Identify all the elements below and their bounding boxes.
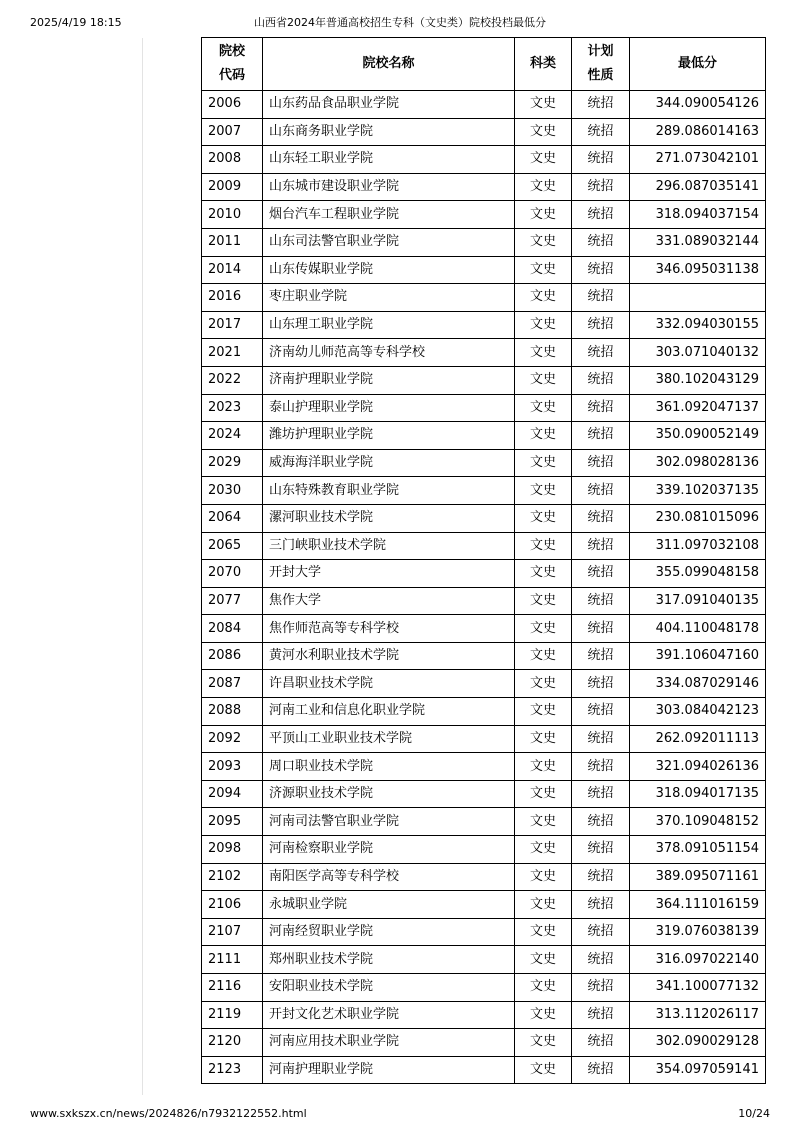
school-code-cell: 2111 xyxy=(202,946,263,974)
school-name-cell: 山东传媒职业学院 xyxy=(263,256,515,284)
plan-type-cell: 统招 xyxy=(572,256,630,284)
subject-cell: 文史 xyxy=(515,449,572,477)
table-row xyxy=(202,560,766,588)
plan-type-cell: 统招 xyxy=(572,1029,630,1057)
plan-type-cell: 统招 xyxy=(572,311,630,339)
school-name-cell: 焦作师范高等专科学校 xyxy=(263,615,515,643)
school-code-cell: 2077 xyxy=(202,587,263,615)
min-score-cell: 370.109048152 xyxy=(630,808,766,836)
school-name-cell: 山东轻工职业学院 xyxy=(263,146,515,174)
school-name-cell: 开封文化艺术职业学院 xyxy=(263,1001,515,1029)
school-name-cell: 焦作大学 xyxy=(263,587,515,615)
header-min-score: 最低分 xyxy=(630,38,766,91)
subject-cell: 文史 xyxy=(515,146,572,174)
school-name-cell: 郑州职业技术学院 xyxy=(263,946,515,974)
table-row xyxy=(202,311,766,339)
min-score-cell: 341.100077132 xyxy=(630,974,766,1002)
min-score-cell: 391.106047160 xyxy=(630,642,766,670)
school-code-cell: 2065 xyxy=(202,532,263,560)
min-score-cell: 262.092011113 xyxy=(630,725,766,753)
plan-type-cell: 统招 xyxy=(572,146,630,174)
table-row xyxy=(202,256,766,284)
school-code-cell: 2107 xyxy=(202,918,263,946)
school-name-cell: 山东特殊教育职业学院 xyxy=(263,477,515,505)
table-row xyxy=(202,698,766,726)
subject-cell: 文史 xyxy=(515,201,572,229)
school-code-cell: 2022 xyxy=(202,366,263,394)
table-row xyxy=(202,891,766,919)
school-code-cell: 2123 xyxy=(202,1056,263,1084)
subject-cell: 文史 xyxy=(515,863,572,891)
subject-cell: 文史 xyxy=(515,91,572,119)
plan-type-cell: 统招 xyxy=(572,422,630,450)
school-name-cell: 枣庄职业学院 xyxy=(263,284,515,312)
school-code-cell: 2086 xyxy=(202,642,263,670)
school-name-cell: 河南经贸职业学院 xyxy=(263,918,515,946)
min-score-cell: 302.098028136 xyxy=(630,449,766,477)
school-name-cell: 开封大学 xyxy=(263,560,515,588)
min-score-cell: 364.111016159 xyxy=(630,891,766,919)
table-row xyxy=(202,532,766,560)
subject-cell: 文史 xyxy=(515,1001,572,1029)
school-name-cell: 河南应用技术职业学院 xyxy=(263,1029,515,1057)
plan-type-cell: 统招 xyxy=(572,670,630,698)
header-plan-type xyxy=(572,38,630,91)
page-margin-line xyxy=(142,38,143,1095)
plan-type-cell: 统招 xyxy=(572,504,630,532)
table-row xyxy=(202,339,766,367)
min-score-cell: 380.102043129 xyxy=(630,366,766,394)
table-row xyxy=(202,366,766,394)
subject-cell: 文史 xyxy=(515,753,572,781)
table-row xyxy=(202,394,766,422)
plan-type-cell: 统招 xyxy=(572,477,630,505)
school-code-cell: 2011 xyxy=(202,228,263,256)
min-score-cell: 354.097059141 xyxy=(630,1056,766,1084)
school-name-cell: 安阳职业技术学院 xyxy=(263,974,515,1002)
school-code-cell: 2093 xyxy=(202,753,263,781)
table-row xyxy=(202,808,766,836)
subject-cell: 文史 xyxy=(515,725,572,753)
min-score-cell: 296.087035141 xyxy=(630,173,766,201)
plan-type-cell: 统招 xyxy=(572,863,630,891)
school-name-cell: 许昌职业技术学院 xyxy=(263,670,515,698)
plan-type-cell: 统招 xyxy=(572,725,630,753)
school-name-cell: 河南检察职业学院 xyxy=(263,836,515,864)
school-name-cell: 黄河水利职业技术学院 xyxy=(263,642,515,670)
table-row xyxy=(202,477,766,505)
plan-type-cell: 统招 xyxy=(572,808,630,836)
school-name-cell: 山东城市建设职业学院 xyxy=(263,173,515,201)
school-code-cell: 2084 xyxy=(202,615,263,643)
table-row xyxy=(202,173,766,201)
table-row xyxy=(202,1001,766,1029)
print-timestamp: 2025/4/19 18:15 xyxy=(30,16,122,29)
plan-type-cell: 统招 xyxy=(572,918,630,946)
school-code-cell: 2098 xyxy=(202,836,263,864)
school-code-cell: 2008 xyxy=(202,146,263,174)
table-row xyxy=(202,504,766,532)
school-name-cell: 河南护理职业学院 xyxy=(263,1056,515,1084)
subject-cell: 文史 xyxy=(515,918,572,946)
plan-type-cell: 统招 xyxy=(572,780,630,808)
subject-cell: 文史 xyxy=(515,560,572,588)
plan-type-cell: 统招 xyxy=(572,946,630,974)
subject-cell: 文史 xyxy=(515,1029,572,1057)
plan-type-cell: 统招 xyxy=(572,1056,630,1084)
header-school-code-label: 院校代码 xyxy=(218,44,245,83)
plan-type-cell: 统招 xyxy=(572,642,630,670)
school-code-cell: 2016 xyxy=(202,284,263,312)
table-row xyxy=(202,422,766,450)
school-code-cell: 2120 xyxy=(202,1029,263,1057)
min-score-cell: 389.095071161 xyxy=(630,863,766,891)
school-name-cell: 河南工业和信息化职业学院 xyxy=(263,698,515,726)
table-row xyxy=(202,753,766,781)
min-score-cell: 404.110048178 xyxy=(630,615,766,643)
subject-cell: 文史 xyxy=(515,587,572,615)
min-score-cell: 230.081015096 xyxy=(630,504,766,532)
min-score-cell: 303.084042123 xyxy=(630,698,766,726)
page-number: 10/24 xyxy=(738,1107,770,1120)
subject-cell: 文史 xyxy=(515,698,572,726)
table-row xyxy=(202,780,766,808)
subject-cell: 文史 xyxy=(515,366,572,394)
school-code-cell: 2087 xyxy=(202,670,263,698)
school-name-cell: 济源职业技术学院 xyxy=(263,780,515,808)
table-row xyxy=(202,642,766,670)
school-code-cell: 2006 xyxy=(202,91,263,119)
plan-type-cell: 统招 xyxy=(572,560,630,588)
school-code-cell: 2024 xyxy=(202,422,263,450)
subject-cell: 文史 xyxy=(515,339,572,367)
subject-cell: 文史 xyxy=(515,891,572,919)
subject-cell: 文史 xyxy=(515,780,572,808)
table-header-row xyxy=(202,38,766,91)
school-name-cell: 山东药品食品职业学院 xyxy=(263,91,515,119)
header-subject: 科类 xyxy=(515,38,572,91)
subject-cell: 文史 xyxy=(515,808,572,836)
table-row xyxy=(202,1056,766,1084)
subject-cell: 文史 xyxy=(515,228,572,256)
min-score-cell: 289.086014163 xyxy=(630,118,766,146)
table-row xyxy=(202,1029,766,1057)
school-name-cell: 济南护理职业学院 xyxy=(263,366,515,394)
school-name-cell: 三门峡职业技术学院 xyxy=(263,532,515,560)
school-code-cell: 2029 xyxy=(202,449,263,477)
school-code-cell: 2023 xyxy=(202,394,263,422)
school-code-cell: 2070 xyxy=(202,560,263,588)
subject-cell: 文史 xyxy=(515,946,572,974)
plan-type-cell: 统招 xyxy=(572,891,630,919)
table-row xyxy=(202,118,766,146)
min-score-cell: 346.095031138 xyxy=(630,256,766,284)
school-name-cell: 永城职业学院 xyxy=(263,891,515,919)
table-row xyxy=(202,146,766,174)
school-name-cell: 河南司法警官职业学院 xyxy=(263,808,515,836)
school-code-cell: 2009 xyxy=(202,173,263,201)
school-code-cell: 2064 xyxy=(202,504,263,532)
table-row xyxy=(202,946,766,974)
school-name-cell: 威海海洋职业学院 xyxy=(263,449,515,477)
school-name-cell: 南阳医学高等专科学校 xyxy=(263,863,515,891)
subject-cell: 文史 xyxy=(515,504,572,532)
plan-type-cell: 统招 xyxy=(572,532,630,560)
school-code-cell: 2116 xyxy=(202,974,263,1002)
plan-type-cell: 统招 xyxy=(572,228,630,256)
plan-type-cell: 统招 xyxy=(572,366,630,394)
subject-cell: 文史 xyxy=(515,477,572,505)
document-title: 山西省2024年普通高校招生专科（文史类）院校投档最低分 xyxy=(254,16,546,29)
min-score-cell: 332.094030155 xyxy=(630,311,766,339)
table-row xyxy=(202,201,766,229)
min-score-cell: 311.097032108 xyxy=(630,532,766,560)
subject-cell: 文史 xyxy=(515,642,572,670)
school-name-cell: 潍坊护理职业学院 xyxy=(263,422,515,450)
min-score-cell: 302.090029128 xyxy=(630,1029,766,1057)
min-score-cell: 344.090054126 xyxy=(630,91,766,119)
print-footer xyxy=(30,1107,770,1121)
school-name-cell: 山东商务职业学院 xyxy=(263,118,515,146)
table-row xyxy=(202,918,766,946)
table-row xyxy=(202,449,766,477)
school-name-cell: 烟台汽车工程职业学院 xyxy=(263,201,515,229)
min-score-cell: 331.089032144 xyxy=(630,228,766,256)
school-name-cell: 泰山护理职业学院 xyxy=(263,394,515,422)
page-url: www.sxkszx.cn/news/2024826/n7932122552.html xyxy=(30,1107,307,1120)
plan-type-cell: 统招 xyxy=(572,587,630,615)
plan-type-cell: 统招 xyxy=(572,1001,630,1029)
min-score-cell: 334.087029146 xyxy=(630,670,766,698)
min-score-cell: 339.102037135 xyxy=(630,477,766,505)
plan-type-cell: 统招 xyxy=(572,339,630,367)
subject-cell: 文史 xyxy=(515,311,572,339)
min-score-cell xyxy=(630,284,766,312)
min-score-cell: 350.090052149 xyxy=(630,422,766,450)
min-score-cell: 316.097022140 xyxy=(630,946,766,974)
table-row xyxy=(202,670,766,698)
school-code-cell: 2092 xyxy=(202,725,263,753)
subject-cell: 文史 xyxy=(515,422,572,450)
plan-type-cell: 统招 xyxy=(572,91,630,119)
header-plan-type-label: 计划性质 xyxy=(587,44,614,83)
plan-type-cell: 统招 xyxy=(572,836,630,864)
school-code-cell: 2030 xyxy=(202,477,263,505)
plan-type-cell: 统招 xyxy=(572,449,630,477)
min-score-cell: 318.094017135 xyxy=(630,780,766,808)
subject-cell: 文史 xyxy=(515,1056,572,1084)
school-code-cell: 2106 xyxy=(202,891,263,919)
plan-type-cell: 统招 xyxy=(572,753,630,781)
subject-cell: 文史 xyxy=(515,284,572,312)
school-code-cell: 2010 xyxy=(202,201,263,229)
table-body xyxy=(202,91,766,1084)
plan-type-cell: 统招 xyxy=(572,974,630,1002)
school-code-cell: 2119 xyxy=(202,1001,263,1029)
school-name-cell: 济南幼儿师范高等专科学校 xyxy=(263,339,515,367)
subject-cell: 文史 xyxy=(515,615,572,643)
subject-cell: 文史 xyxy=(515,394,572,422)
plan-type-cell: 统招 xyxy=(572,698,630,726)
table-row xyxy=(202,836,766,864)
min-score-cell: 355.099048158 xyxy=(630,560,766,588)
subject-cell: 文史 xyxy=(515,256,572,284)
school-name-cell: 平顶山工业职业技术学院 xyxy=(263,725,515,753)
school-code-cell: 2095 xyxy=(202,808,263,836)
plan-type-cell: 统招 xyxy=(572,118,630,146)
table-row xyxy=(202,91,766,119)
subject-cell: 文史 xyxy=(515,670,572,698)
plan-type-cell: 统招 xyxy=(572,173,630,201)
school-name-cell: 山东司法警官职业学院 xyxy=(263,228,515,256)
school-code-cell: 2007 xyxy=(202,118,263,146)
table-row xyxy=(202,587,766,615)
plan-type-cell: 统招 xyxy=(572,201,630,229)
table-row xyxy=(202,863,766,891)
min-score-cell: 321.094026136 xyxy=(630,753,766,781)
school-code-cell: 2088 xyxy=(202,698,263,726)
school-code-cell: 2102 xyxy=(202,863,263,891)
min-score-cell: 271.073042101 xyxy=(630,146,766,174)
table-row xyxy=(202,974,766,1002)
plan-type-cell: 统招 xyxy=(572,615,630,643)
subject-cell: 文史 xyxy=(515,974,572,1002)
header-school-code xyxy=(202,38,263,91)
min-score-cell: 317.091040135 xyxy=(630,587,766,615)
subject-cell: 文史 xyxy=(515,118,572,146)
table-row xyxy=(202,284,766,312)
school-code-cell: 2017 xyxy=(202,311,263,339)
plan-type-cell: 统招 xyxy=(572,394,630,422)
subject-cell: 文史 xyxy=(515,532,572,560)
min-score-cell: 378.091051154 xyxy=(630,836,766,864)
table-row xyxy=(202,228,766,256)
min-score-cell: 303.071040132 xyxy=(630,339,766,367)
table-row xyxy=(202,615,766,643)
school-code-cell: 2014 xyxy=(202,256,263,284)
subject-cell: 文史 xyxy=(515,173,572,201)
school-name-cell: 山东理工职业学院 xyxy=(263,311,515,339)
plan-type-cell: 统招 xyxy=(572,284,630,312)
min-score-cell: 318.094037154 xyxy=(630,201,766,229)
min-score-cell: 361.092047137 xyxy=(630,394,766,422)
school-code-cell: 2094 xyxy=(202,780,263,808)
school-name-cell: 周口职业技术学院 xyxy=(263,753,515,781)
admission-score-table xyxy=(201,37,766,1084)
header-school-name: 院校名称 xyxy=(263,38,515,91)
min-score-cell: 313.112026117 xyxy=(630,1001,766,1029)
print-header xyxy=(30,16,770,30)
school-name-cell: 漯河职业技术学院 xyxy=(263,504,515,532)
min-score-cell: 319.076038139 xyxy=(630,918,766,946)
subject-cell: 文史 xyxy=(515,836,572,864)
table-row xyxy=(202,725,766,753)
school-code-cell: 2021 xyxy=(202,339,263,367)
